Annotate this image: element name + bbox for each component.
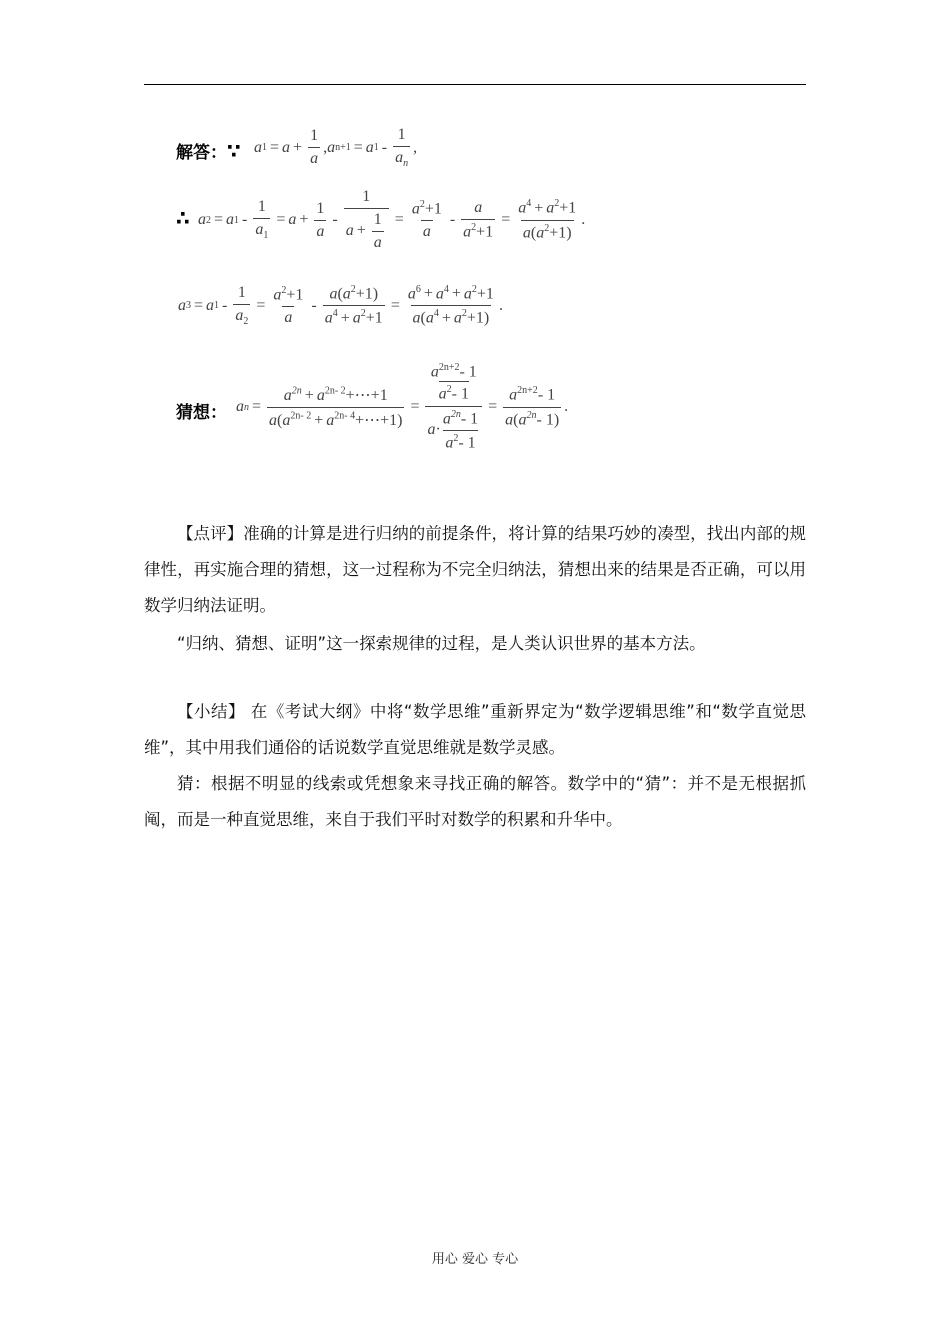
answer-label: 解答：∵ [176, 139, 241, 163]
page-footer: 用心 爱心 专心 [431, 1252, 519, 1267]
equation-a2: a 2 = a 1 - $\frac{1}{a_1}$ = a + $\frac{1}{a}$ - 1 a + $\frac{1}{a}$ = $\frac{a^2+1}{a}$ - $\frac{a}{a^2+1}$ = $\frac{a^4 + a^2+1}{a(a^2+1)}$ . [198, 188, 586, 251]
therefore-symbol: ∴ [176, 206, 190, 230]
equation-an: a n = $\frac{a^{2n} + a^{2n- 2}+\cdots+1}{a(a^{2n- 2} + a^{2n- 4}+\cdots+1)}$ = $a^{2n+2}-$ 1 $a^2-$ 1 a · $\frac{a^{2n}- 1}{a^2- 1}$ = $\frac{a^{2n+2}- 1}{a(a^{2n}- 1)}$ . [236, 362, 569, 452]
guess-paragraph: 猜：根据不明显的线索或凭想象来寻找正确的解答。数学中的“猜”：并不是无根据抓阄，而是一种直觉思维，来自于我们平时对数学的积累和升华中。 [144, 774, 806, 829]
equation-a1: a 1 = a + $\frac{1}{a}$ , a n+1 = a 1 - $\frac{1}{a_n}$ , [254, 126, 418, 170]
summary-paragraph: 【小结】 在《考试大纲》中将“数学思维”重新界定为“数学逻辑思维”和“数学直觉思维”，其中用我们通俗的话说数学直觉思维就是数学灵感。 [144, 702, 806, 757]
equation-a3: a 3 = a 1 - $\frac{1}{a_2}$ = $\frac{a^2+1}{a}$ - $\frac{a(a^2+1)}{a^4 + a^2+1}$ = $\frac{a^6 + a^4 + a^2+1}{a(a^4 + a^2+1)}$ . [178, 284, 503, 328]
method-paragraph: “归纳、猜想、证明”这一探索规律的过程，是人类认识世界的基本方法。 [177, 634, 706, 653]
header-rule [144, 84, 806, 85]
comment-paragraph: 【点评】准确的计算是进行归纳的前提条件，将计算的结果巧妙的凑型，找出内部的规律性，再实施合理的猜想，这一过程称为不完全归纳法，猜想出来的结果是否正确，可以用数学归纳法证明。 [144, 524, 806, 615]
guess-label: 猜想： [176, 403, 227, 423]
